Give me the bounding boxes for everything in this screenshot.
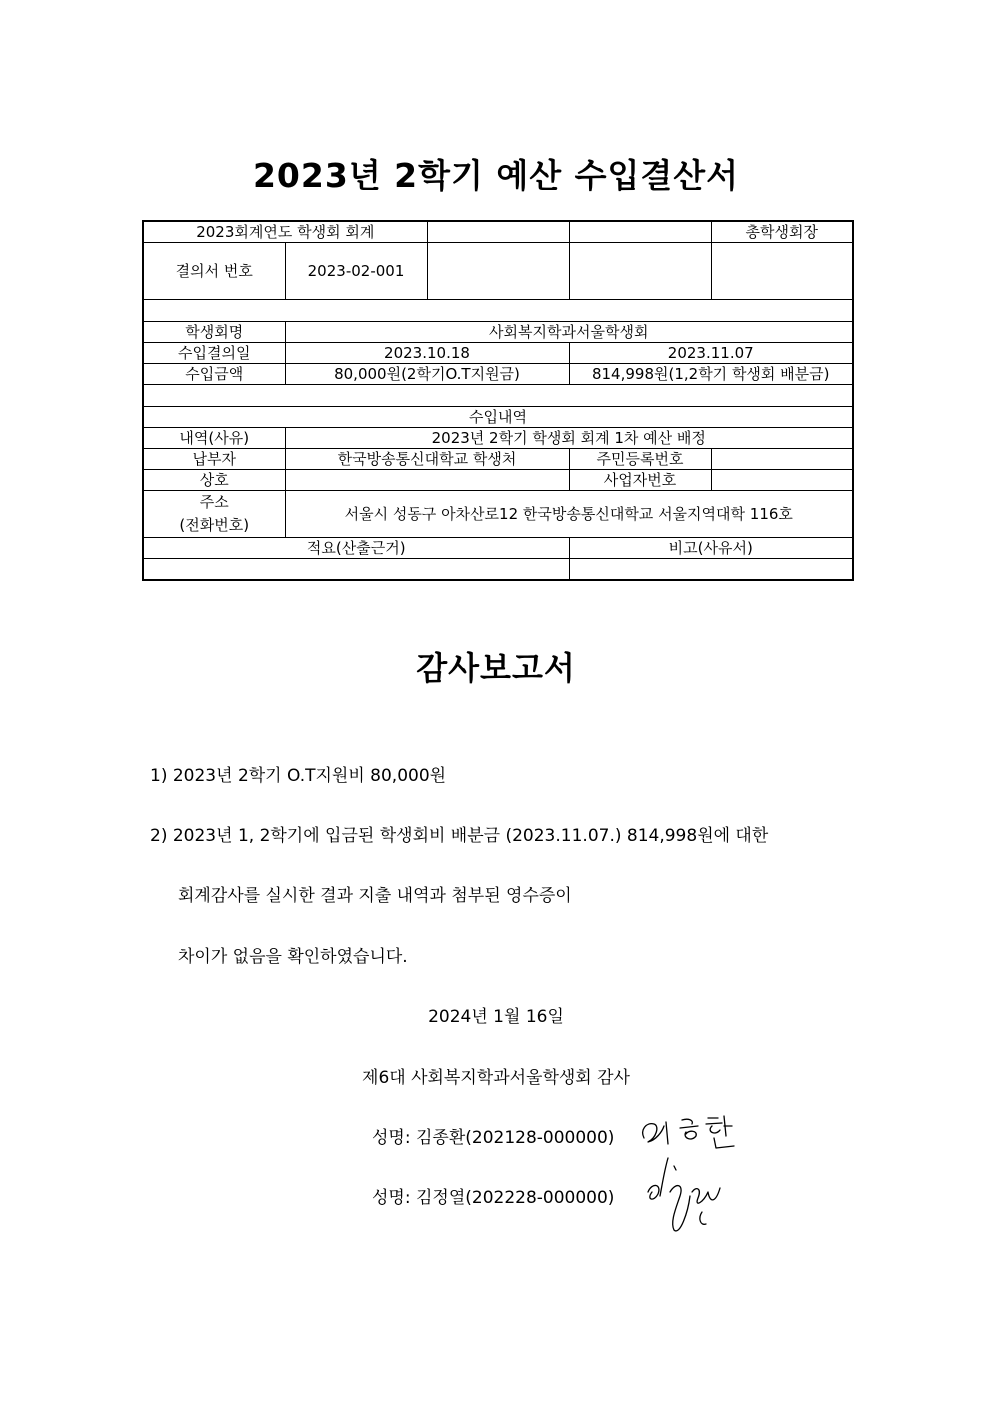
income-date-2: 2023.11.07 [569,343,853,364]
signature-1-image [636,1108,748,1156]
reason-value: 2023년 2학기 학생회 회계 1차 예산 배정 [285,428,853,449]
resolution-number-label: 결의서 번호 [143,243,285,300]
signature-2-image [640,1152,740,1242]
signature-box [427,243,569,300]
resident-number-value [711,449,853,470]
signer-1: 성명: 김종환(202128-000000) [372,1128,615,1148]
table-row [143,221,853,243]
reason-label: 내역(사유) [143,428,285,449]
council-name-label: 학생회명 [143,322,285,343]
address-value: 서울시 성동구 아차산로12 한국방송통신대학교 서울지역대학 116호 [285,491,853,538]
trade-name-label: 상호 [143,470,285,491]
audit-report-title: 감사보고서 [416,649,576,687]
table-row [143,491,853,538]
table-row [143,428,853,449]
signer-2: 성명: 김정열(202228-000000) [372,1188,615,1208]
table-row [143,449,853,470]
approval-cell [569,221,711,243]
address-label [143,491,285,538]
trade-name-value [285,470,569,491]
spacer-row [143,385,853,407]
audit-item-2-line2: 회계감사를 실시한 결과 지출 내역과 첨부된 영수증이 [178,886,572,906]
table-row [143,538,853,559]
table-row [143,243,853,300]
approval-cell [427,221,569,243]
audit-organization: 제6대 사회복지학과서울학생회 감사 [362,1068,630,1088]
fiscal-year-label: 2023회계연도 학생회 회계 [143,221,427,243]
council-name-value: 사회복지학과서울학생회 [285,322,853,343]
income-amount-label: 수입금액 [143,364,285,385]
address-label-line2: (전화번호) [179,516,250,534]
income-amount-2: 814,998원(1,2학기 학생회 배분금) [569,364,853,385]
summary-value [143,559,569,581]
president-label: 총학생회장 [711,221,853,243]
resident-number-label: 주민등록번호 [569,449,711,470]
remarks-value [569,559,853,581]
audit-date: 2024년 1월 16일 [428,1007,564,1027]
remarks-label: 비고(사유서) [569,538,853,559]
president-signature-box [711,243,853,300]
payer-label: 납부자 [143,449,285,470]
business-number-label: 사업자번호 [569,470,711,491]
income-date-1: 2023.10.18 [285,343,569,364]
audit-item-2-line3: 차이가 없음을 확인하였습니다. [178,947,408,967]
table-row [143,364,853,385]
summary-label: 적요(산출근거) [143,538,569,559]
audit-item-2-line1: 2) 2023년 1, 2학기에 입금된 학생회비 배분금 (2023.11.07.) 814,998원에 대한 [150,826,769,846]
business-number-value [711,470,853,491]
table-row [143,559,853,581]
income-settlement-table [142,220,854,581]
payer-value: 한국방송통신대학교 학생처 [285,449,569,470]
table-row [143,470,853,491]
spacer-row [143,300,853,322]
income-amount-1: 80,000원(2학기O.T지원금) [285,364,569,385]
document-title: 2023년 2학기 예산 수입결산서 [252,156,740,195]
table-row [143,407,853,428]
income-details-header: 수입내역 [143,407,853,428]
address-label-line1: 주소 [199,493,229,511]
resolution-number-value: 2023-02-001 [285,243,427,300]
signature-box [569,243,711,300]
table-row [143,343,853,364]
income-date-label: 수입결의일 [143,343,285,364]
table-row [143,322,853,343]
audit-item-1: 1) 2023년 2학기 O.T지원비 80,000원 [150,766,447,786]
